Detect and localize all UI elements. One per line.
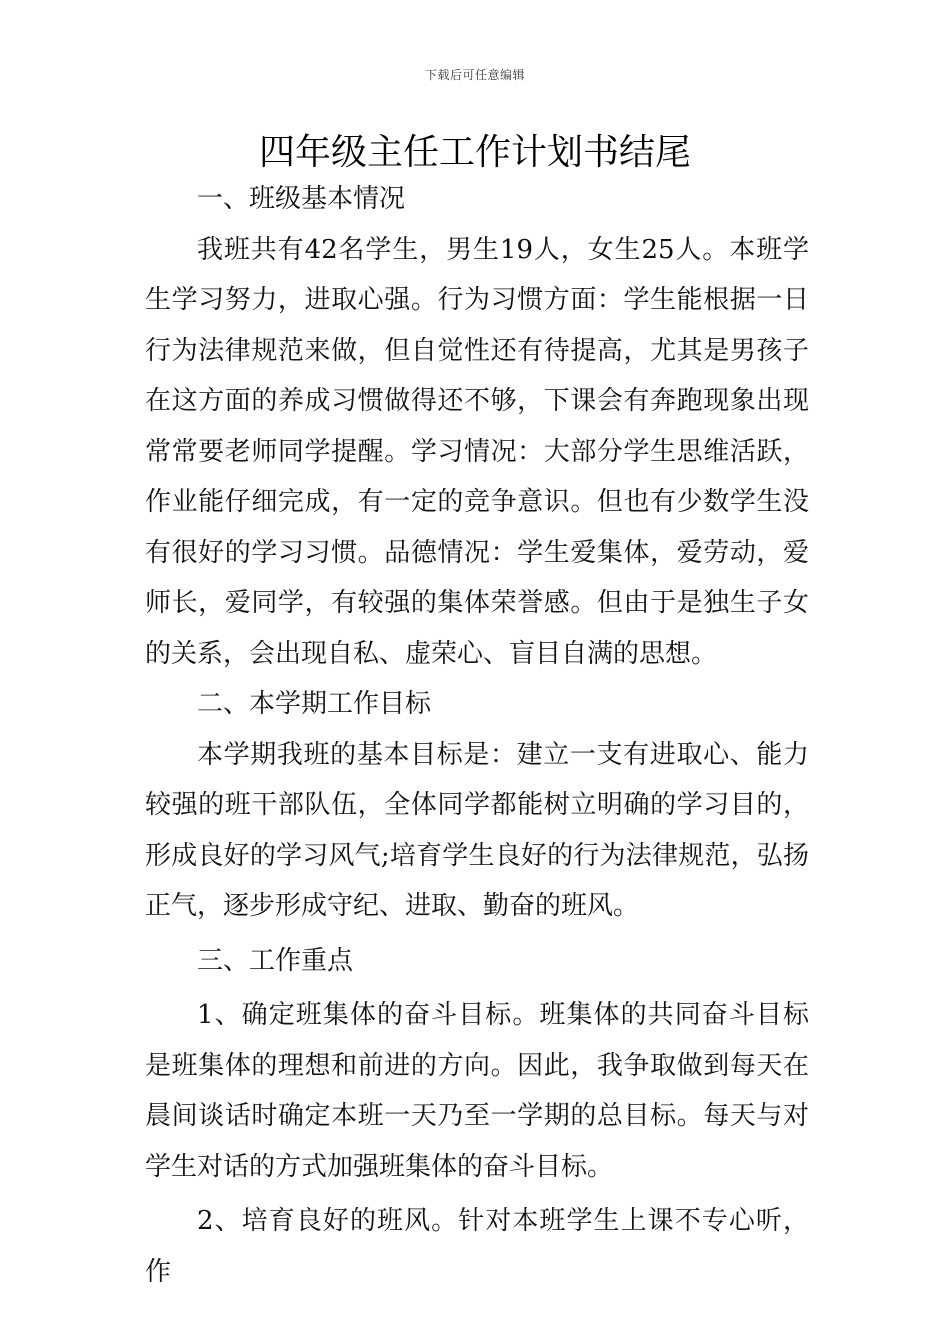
paragraph-semester-goals: 本学期我班的基本目标是：建立一支有进取心、能力较强的班干部队伍，全体同学都能树立明确的学习目的，形成良好的学习风气;培育学生良好的行为法律规范，弘扬正气，逐步形成守纪、进取、勤奋的班风。 bbox=[145, 739, 809, 921]
section-heading-class-situation: 一、班级基本情况 bbox=[197, 184, 406, 214]
section-heading-semester-goals: 二、本学期工作目标 bbox=[197, 689, 432, 719]
section-heading-work-focus: 三、工作重点 bbox=[197, 945, 354, 976]
paragraph-class-situation: 我班共有42名学生，男生19人，女生25人。本班学生学习努力，进取心强。行为习惯方面：学生能根据一日行为法律规范来做，但自觉性还有待提高，尤其是男孩子在这方面的养成习惯做得还不够，下课会有奔跑现象出现常常要老师同学提醒。学习情况：大部分学生思维活跃，作业能仔细完成，有一定的竞争意识。但也有少数学生没有很好的学习习惯。品德情况：学生爱集体，爱劳动，爱师长，爱同学，有较强的集体荣誉感。但由于是独生子女的关系，会出现自私、虚荣心、盲目自满的思想。 bbox=[145, 234, 809, 669]
download-note: 下载后可任意编辑 bbox=[424, 68, 525, 82]
paragraph-work-focus-item-2: 2、培育良好的班风。针对本班学生上课不专心听，作 bbox=[145, 1206, 809, 1287]
paragraph-work-focus-item-1: 1、确定班集体的奋斗目标。班集体的共同奋斗目标是班集体的理想和前进的方向。因此，我争取做到每天在晨间谈话时确定本班一天乃至一学期的总目标。每天与对学生对话的方式加强班集体的奋斗目标。 bbox=[145, 1000, 809, 1182]
document-body bbox=[145, 174, 809, 1297]
document-title: 四年级主任工作计划书结尾 bbox=[258, 132, 691, 173]
